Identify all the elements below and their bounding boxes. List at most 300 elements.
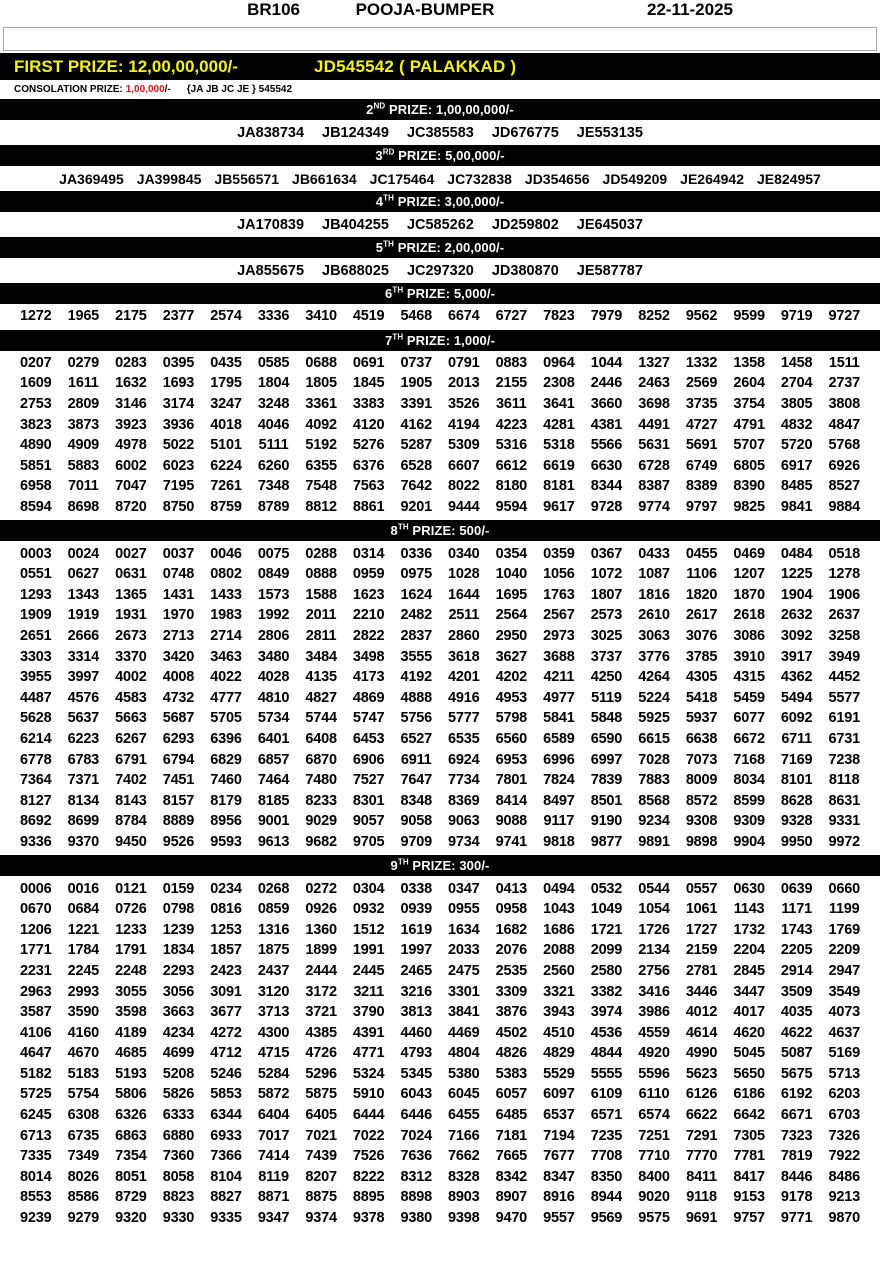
prize-ordinal-suffix: TH [383, 239, 395, 249]
winning-number: 0849 [257, 566, 290, 583]
winning-number: 7439 [305, 1148, 337, 1165]
winning-number: 6293 [162, 730, 195, 747]
winning-number: 1043 [543, 901, 575, 918]
winning-number: 8058 [162, 1168, 195, 1185]
winning-number: 2245 [67, 962, 100, 979]
winning-number: 6224 [210, 457, 242, 474]
ticket-number: JD259802 [491, 216, 559, 233]
prize-section-3 [0, 145, 880, 191]
winning-number: 1634 [448, 921, 480, 938]
winning-number: 6674 [448, 308, 480, 325]
winning-number: 6405 [305, 1107, 337, 1124]
winning-number: 7028 [638, 751, 670, 768]
winning-number: 4281 [543, 416, 575, 433]
number-row [0, 832, 880, 853]
winning-number: 6535 [448, 730, 480, 747]
winning-number: 0958 [495, 901, 528, 918]
winning-number: 1573 [257, 586, 290, 603]
winning-number: 5841 [543, 710, 575, 727]
winning-number: 8143 [115, 792, 147, 809]
winning-number: 3785 [685, 648, 718, 665]
ticket-number: JD354656 [524, 170, 590, 187]
winning-number: 1904 [780, 586, 813, 603]
winning-number: 2446 [590, 375, 623, 392]
winning-number: 3549 [828, 983, 860, 1000]
winning-number: 7770 [685, 1148, 718, 1165]
winning-number: 8104 [210, 1168, 242, 1185]
number-row [0, 476, 880, 497]
winning-number: 0627 [67, 566, 100, 583]
winning-number: 2377 [162, 308, 195, 325]
winning-number: 4791 [733, 416, 765, 433]
winning-number: 8134 [67, 792, 100, 809]
winning-number: 0748 [162, 566, 195, 583]
winning-number: 1820 [685, 586, 718, 603]
winning-number: 6571 [590, 1107, 623, 1124]
number-row [0, 646, 880, 667]
winning-number: 9771 [780, 1210, 813, 1227]
winning-number: 6077 [733, 710, 765, 727]
winning-number: 4715 [257, 1045, 290, 1062]
winning-number: 8699 [67, 813, 100, 830]
winning-number: 8586 [67, 1189, 100, 1206]
winning-number: 8034 [733, 772, 765, 789]
winning-number: 1611 [67, 375, 99, 392]
winning-number: 1061 [685, 901, 718, 918]
winning-number: 8956 [210, 813, 242, 830]
winning-number: 7168 [733, 751, 765, 768]
winning-number: 4469 [448, 1024, 480, 1041]
winning-number: 3805 [780, 396, 813, 413]
winning-number: 5459 [733, 689, 765, 706]
prize-title: PRIZE: 2,00,000/- [394, 240, 505, 255]
winning-number: 2511 [448, 607, 480, 624]
winning-number: 0340 [448, 545, 480, 562]
winning-number: 1632 [115, 375, 147, 392]
winning-number: 4487 [20, 689, 52, 706]
winning-number: 9239 [20, 1210, 52, 1227]
winning-number: 6109 [590, 1086, 623, 1103]
winning-number: 4192 [400, 669, 432, 686]
winning-number: 3146 [115, 396, 147, 413]
winning-number: 8417 [733, 1168, 765, 1185]
winning-number: 0639 [780, 880, 813, 897]
winning-number: 6528 [400, 457, 432, 474]
winning-number: 7823 [543, 308, 575, 325]
winning-number: 2445 [352, 962, 385, 979]
winning-number: 3841 [448, 1004, 480, 1021]
winning-number: 1899 [305, 942, 337, 959]
winning-number: 5734 [257, 710, 290, 727]
winning-number: 0670 [20, 901, 52, 918]
winning-number: 4452 [828, 669, 860, 686]
winning-number: 9877 [590, 833, 623, 850]
ticket-number: JB661634 [292, 170, 357, 187]
winning-number: 2811 [305, 628, 337, 645]
winning-number: 4777 [210, 689, 242, 706]
winning-number: 9818 [543, 833, 575, 850]
winning-number: 0413 [495, 880, 528, 897]
winning-number: 0455 [685, 545, 718, 562]
ticket-number: JD380870 [491, 262, 559, 279]
winning-number: 9001 [257, 813, 290, 830]
prize-ordinal: 6 [384, 286, 393, 301]
winning-number: 0367 [590, 545, 623, 562]
winning-number: 4385 [305, 1024, 337, 1041]
blank-info-box [3, 27, 877, 51]
winning-number: 3943 [543, 1004, 575, 1021]
winning-number: 4732 [162, 689, 195, 706]
number-row [0, 878, 880, 899]
winning-number: 0037 [162, 545, 195, 562]
winning-number: 5705 [210, 710, 242, 727]
winning-number: 8233 [305, 792, 337, 809]
prize-band-2 [0, 99, 880, 120]
winning-number: 7636 [400, 1148, 432, 1165]
winning-number: 7011 [67, 478, 99, 495]
ticket-number: JE553135 [576, 124, 643, 141]
winning-number: 1769 [828, 921, 860, 938]
prize-section-6 [0, 283, 880, 330]
ticket-number: JC585262 [406, 216, 474, 233]
winning-number: 0726 [115, 901, 147, 918]
winning-number: 2860 [448, 628, 480, 645]
winning-number: 6560 [495, 730, 528, 747]
winning-number: 7194 [543, 1127, 575, 1144]
number-row [0, 919, 880, 940]
prize-band-3 [0, 145, 880, 166]
winning-number: 8390 [733, 478, 765, 495]
first-prize-label: FIRST PRIZE: 12,00,00,000/- [14, 56, 238, 76]
winning-number: 9234 [638, 813, 670, 830]
winning-number: 4869 [352, 689, 385, 706]
winning-number: 4826 [495, 1045, 528, 1062]
winning-number: 6933 [210, 1127, 242, 1144]
winning-number: 9336 [20, 833, 52, 850]
number-row [0, 1002, 880, 1023]
winning-number: 0630 [733, 880, 765, 897]
winning-number: 9617 [543, 499, 575, 516]
winning-number: 4847 [828, 416, 860, 433]
winning-number: 8784 [115, 813, 147, 830]
winning-number: 4022 [210, 669, 242, 686]
prize-title: PRIZE: 500/- [408, 523, 490, 539]
winning-number: 3618 [448, 648, 480, 665]
winning-number: 3949 [828, 648, 860, 665]
winning-number: 8599 [733, 792, 765, 809]
winning-number: 4272 [210, 1024, 242, 1041]
winning-number: 1695 [495, 586, 528, 603]
winning-number: 3641 [543, 396, 575, 413]
winning-number: 0288 [305, 545, 337, 562]
prize-ordinal: 9 [390, 858, 398, 874]
winning-number: 2756 [638, 962, 670, 979]
winning-number: 4888 [400, 689, 432, 706]
winning-number: 9374 [305, 1210, 337, 1227]
winning-number: 5798 [495, 710, 528, 727]
winning-number: 0691 [352, 354, 385, 371]
winning-number: 5193 [115, 1065, 147, 1082]
winning-number: 9613 [257, 833, 290, 850]
winning-number: 8009 [685, 772, 718, 789]
prize-ordinal-suffix: TH [392, 332, 404, 342]
winning-number: 5747 [352, 710, 385, 727]
ticket-number: JE587787 [576, 262, 643, 279]
winning-number: 1365 [115, 586, 147, 603]
winning-number: 1087 [638, 566, 670, 583]
winning-number: 3555 [400, 648, 432, 665]
winning-number: 1171 [781, 901, 812, 918]
winning-number: 5875 [305, 1086, 337, 1103]
winning-number: 4035 [780, 1004, 813, 1021]
winning-number: 3248 [257, 396, 290, 413]
winning-number: 5169 [828, 1045, 860, 1062]
winning-number: 3713 [257, 1004, 290, 1021]
winning-number: 2704 [780, 375, 813, 392]
prize-title: PRIZE: 3,00,000/- [394, 194, 505, 209]
winning-number: 4559 [638, 1024, 670, 1041]
winning-number: 8827 [210, 1189, 242, 1206]
prize-ordinal: 5 [375, 240, 384, 255]
winning-number: 9029 [305, 813, 337, 830]
winning-number: 4576 [67, 689, 100, 706]
winning-number: 6097 [543, 1086, 575, 1103]
winning-number: 8344 [590, 478, 623, 495]
ticket-number: JE264942 [680, 170, 744, 187]
winning-number: 4699 [162, 1045, 195, 1062]
winning-number: 0121 [115, 880, 147, 897]
winning-number: 8631 [828, 792, 860, 809]
winning-number: 2714 [210, 628, 242, 645]
winning-number: 2248 [115, 962, 147, 979]
winning-number: 4712 [210, 1045, 242, 1062]
winning-number: 0859 [257, 901, 290, 918]
winning-number: 4491 [638, 416, 670, 433]
number-row [0, 394, 880, 415]
prize-section-4 [0, 191, 880, 237]
winning-number: 8594 [20, 499, 52, 516]
winning-number: 4381 [590, 416, 623, 433]
winning-number: 5872 [257, 1086, 290, 1103]
winning-number: 6408 [305, 730, 337, 747]
number-row [0, 626, 880, 647]
winning-number: 7017 [257, 1127, 290, 1144]
winning-number: 4202 [495, 669, 528, 686]
winning-number: 0338 [400, 880, 432, 897]
winning-number: 7335 [20, 1148, 52, 1165]
winning-number: 8014 [20, 1168, 52, 1185]
winning-number: 5925 [638, 710, 670, 727]
winning-number: 2205 [780, 942, 813, 959]
winning-number: 5631 [638, 437, 670, 454]
ticket-number: JD549209 [602, 170, 668, 187]
winning-number: 6607 [448, 457, 480, 474]
winning-number: 5555 [590, 1065, 623, 1082]
winning-number: 7366 [210, 1148, 242, 1165]
prize-ordinal-suffix: RD [382, 147, 395, 157]
winning-number: 5183 [67, 1065, 100, 1082]
winning-number: 6045 [448, 1086, 480, 1103]
winning-number: 0207 [20, 354, 52, 371]
prize-band-6 [0, 283, 880, 304]
winning-number: 3091 [210, 983, 242, 1000]
winning-number: 5691 [685, 437, 718, 454]
number-row [0, 961, 880, 982]
winning-number: 7348 [257, 478, 290, 495]
winning-number: 5768 [828, 437, 860, 454]
winning-number: 2914 [780, 962, 813, 979]
number-row [0, 667, 880, 688]
winning-number: 2444 [305, 962, 337, 979]
winning-number: 0279 [67, 354, 100, 371]
number-row [0, 981, 880, 1002]
winning-number: 9279 [67, 1210, 100, 1227]
winning-number: 4685 [115, 1045, 147, 1062]
winning-number: 8485 [780, 478, 813, 495]
winning-number: 6404 [257, 1107, 290, 1124]
winning-number: 2569 [685, 375, 718, 392]
winning-number: 6911 [400, 751, 432, 768]
number-row [0, 1064, 880, 1085]
winning-number: 0075 [257, 545, 290, 562]
winning-number: 3873 [67, 416, 100, 433]
winning-number: 3698 [638, 396, 670, 413]
winning-number: 2482 [400, 607, 432, 624]
winning-number: 9335 [210, 1210, 242, 1227]
winning-number: 0359 [543, 545, 575, 562]
winning-number: 6703 [828, 1107, 860, 1124]
prize-section-9 [0, 855, 880, 1231]
winning-number: 7181 [495, 1127, 528, 1144]
winning-number: 0631 [115, 566, 147, 583]
winning-number: 9063 [448, 813, 480, 830]
winning-number: 0304 [352, 880, 385, 897]
consolation-amount: 1,00,000 [125, 84, 165, 95]
winning-number: 2088 [543, 942, 575, 959]
winning-number: 8312 [400, 1168, 432, 1185]
winning-number: 6214 [20, 730, 52, 747]
ticket-number: JD676775 [491, 124, 559, 141]
ticket-number: JC175464 [369, 170, 435, 187]
winning-number: 6186 [733, 1086, 765, 1103]
winning-number: 9884 [828, 499, 860, 516]
winning-number: 4012 [685, 1004, 718, 1021]
winning-number: 6924 [448, 751, 480, 768]
winning-number: 3627 [495, 648, 528, 665]
winning-number: 1732 [733, 921, 765, 938]
winning-number: 2076 [495, 942, 528, 959]
winning-number: 4223 [495, 416, 528, 433]
winning-number: 3086 [733, 628, 765, 645]
winning-number: 0433 [638, 545, 670, 562]
winning-number: 1931 [115, 607, 147, 624]
winning-number: 8350 [590, 1168, 623, 1185]
number-row [0, 749, 880, 770]
prize-ordinal: 3 [375, 148, 383, 163]
winning-number: 1644 [448, 586, 480, 603]
prize-sections [0, 99, 880, 1231]
winning-number: 1992 [257, 607, 290, 624]
winning-number: 4990 [685, 1045, 718, 1062]
winning-number: 7464 [257, 772, 290, 789]
winning-number: 5754 [67, 1086, 100, 1103]
prize-ordinal-suffix: TH [392, 285, 404, 295]
winning-number: 4827 [305, 689, 337, 706]
winning-number: 1278 [828, 566, 860, 583]
winning-number: 8207 [305, 1168, 337, 1185]
winning-number: 1743 [780, 921, 813, 938]
winning-number: 8812 [305, 499, 337, 516]
winning-number: 9444 [448, 499, 480, 516]
winning-number: 9331 [828, 813, 860, 830]
winning-number: 8222 [352, 1168, 385, 1185]
winning-number: 5316 [495, 437, 528, 454]
winning-number: 3309 [495, 983, 528, 1000]
winning-number: 9825 [733, 499, 765, 516]
winning-number: 7642 [400, 478, 432, 495]
winning-number: 7526 [352, 1148, 385, 1165]
winning-number: 9190 [590, 813, 623, 830]
winning-number: 7979 [590, 308, 623, 325]
winning-number: 1623 [352, 586, 385, 603]
ticket-row [0, 212, 880, 237]
winning-number: 6997 [590, 751, 623, 768]
winning-number: 8568 [638, 792, 670, 809]
winning-number: 2011 [305, 607, 337, 624]
winning-number: 6396 [210, 730, 242, 747]
winning-number: 3447 [733, 983, 765, 1000]
winning-number: 9370 [67, 833, 100, 850]
winning-number: 1906 [828, 586, 860, 603]
winning-number: 8119 [258, 1168, 289, 1185]
winning-number: 2632 [780, 607, 813, 624]
winning-number: 8179 [210, 792, 242, 809]
winning-number: 2673 [115, 628, 147, 645]
number-row [0, 790, 880, 811]
winning-number: 4953 [495, 689, 528, 706]
winning-number: 0268 [257, 880, 290, 897]
winning-number: 0494 [543, 880, 575, 897]
number-row [0, 435, 880, 456]
winning-number: 6043 [400, 1086, 432, 1103]
winning-number: 4920 [638, 1045, 670, 1062]
winning-number: 6267 [115, 730, 147, 747]
winning-number: 7662 [448, 1148, 480, 1165]
winning-number: 4173 [352, 669, 385, 686]
winning-number: 3301 [448, 983, 480, 1000]
number-row [0, 456, 880, 477]
winning-number: 8051 [115, 1168, 147, 1185]
winning-number: 1686 [543, 921, 575, 938]
winning-number: 5345 [400, 1065, 432, 1082]
winning-number: 5468 [400, 308, 432, 325]
winning-number: 6092 [780, 710, 813, 727]
ticket-number: JC732838 [447, 170, 512, 187]
winning-number: 3910 [733, 648, 765, 665]
winning-number: 0964 [543, 354, 575, 371]
ticket-number: JB124349 [322, 124, 389, 141]
winning-number: 7414 [257, 1148, 290, 1165]
winning-number: 8720 [115, 499, 147, 516]
winning-number: 0354 [495, 545, 528, 562]
winning-number: 8252 [638, 308, 670, 325]
winning-number: 1106 [686, 566, 717, 583]
winning-number: 8889 [162, 813, 195, 830]
winning-number: 3314 [67, 648, 100, 665]
winning-number: 3055 [115, 983, 147, 1000]
winning-number: 9117 [543, 813, 575, 830]
winning-number: 6203 [828, 1086, 860, 1103]
